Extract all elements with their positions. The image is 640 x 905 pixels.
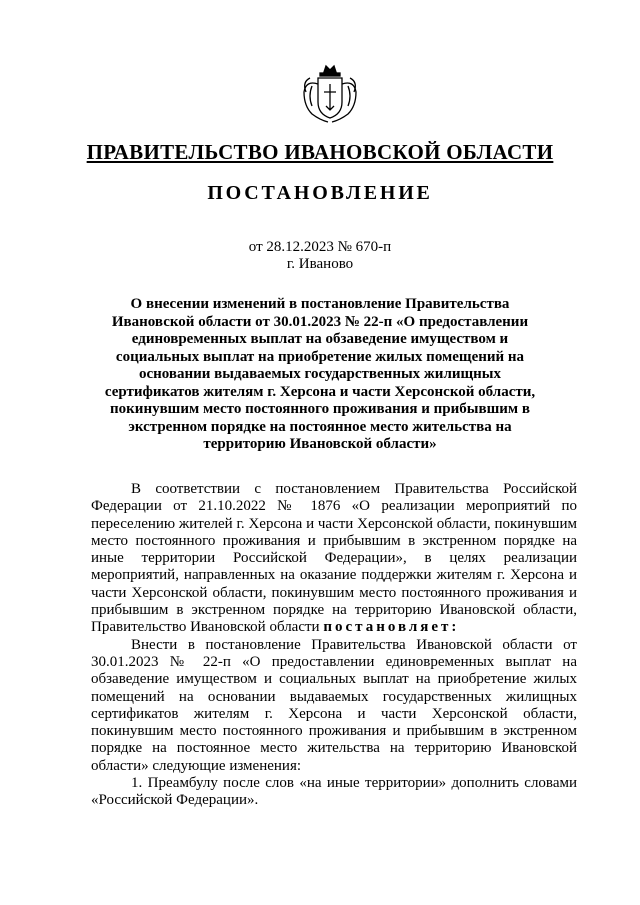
government-title: ПРАВИТЕЛЬСТВО ИВАНОВСКОЙ ОБЛАСТИ (86, 140, 554, 164)
document-type: ПОСТАНОВЛЕНИЕ (207, 182, 433, 204)
paragraph-preamble (91, 481, 577, 637)
paragraph-item-1: 1. Преамбулу после слов «на иные территории» дополнить словами «Российской Федерации». (91, 775, 577, 809)
document-body (91, 481, 577, 810)
decree-word: постановляет: (323, 619, 460, 636)
date-number: от 28.12.2023 № 670-п (248, 239, 392, 255)
coat-of-arms-icon (298, 62, 362, 126)
document-meta (0, 239, 640, 273)
preamble-text: В соответствии с постановлением Правительства Российской Федерации от 21.10.2022 № 1876 «О реализации мероприятий по переселению жителей г. Херсона и части Херсонской области, покинувшим место постоянного проживания и прибывшим в экстренном порядке на иные территории Российской Федерации», в целях реализации мероприятий, направленных на оказание поддержки жителям г. Херсона и части Херсонской области, покинувшим место постоянного проживания и прибывшим в экстренном порядке на территорию Ивановской области, Правительство Ивановской области (91, 481, 577, 636)
document-subject: О внесении изменений в постановление Правительства Ивановской области от 30.01.2023 № 22-п «О предоставлении единовременных выплат на обзаведение имуществом и социальных выплат на приобретение жилых помещений на основании выдаваемых государственных жилищных сертификатов жителям г. Херсона и части Херсонской области, покинувшим место постоянного проживания и прибывшим в экстренном порядке на постоянное место жительства на территорию Ивановской области» (104, 296, 536, 452)
paragraph-amendment: Внести в постановление Правительства Ивановской области от 30.01.2023 № 22-п «О предоставлении единовременных выплат на обзаведение имуществом и социальных выплат на приобретение жилых помещений на основании выдаваемых государственных жилищных сертификатов жителям г. Херсона и части Херсонской области, покинувшим место постоянного проживания и прибывшим в экстренном порядке на постоянное место жительства на территорию Ивановской области» следующие изменения: (91, 636, 577, 774)
city: г. Иваново (286, 256, 354, 272)
